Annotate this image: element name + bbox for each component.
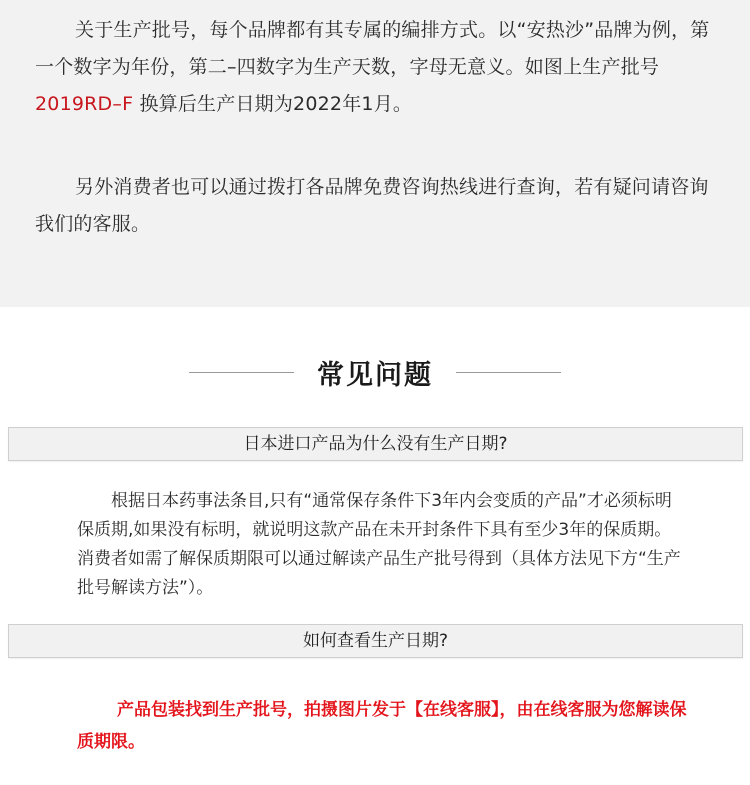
faq-answer-no-production-date bbox=[77, 487, 685, 603]
intro-paragraph-batch-code bbox=[35, 12, 725, 123]
intro-paragraph-hotline bbox=[35, 169, 725, 243]
intro-text-before: 关于生产批号，每个品牌都有其专属的编排方式。以“安热沙”品牌为例，第一个数字为年份，第二–四数字为生产天数，字母无意义。如图上生产批号 bbox=[35, 19, 710, 78]
faq-question-how-to-check-date: 如何查看生产日期? bbox=[8, 624, 743, 658]
divider-right bbox=[456, 372, 561, 373]
intro-panel bbox=[0, 0, 750, 307]
faq-section-header bbox=[0, 345, 750, 401]
intro-text-after: 换算后生产日期为2022年1月。 bbox=[133, 93, 413, 115]
faq-answer-text: 产品包装找到生产批号，拍摄图片发于【在线客服】，由在线客服为您解读保质期限。 bbox=[77, 700, 687, 752]
hotline-text: 另外消费者也可以通过拨打各品牌免费咨询热线进行查询，若有疑问请咨询我们的客服。 bbox=[35, 176, 709, 235]
faq-answer-text: 根据日本药事法条目,只有“通常保存条件下3年内会变质的产品”才必须标明保质期,如果没有标明，就说明这款产品在未开封条件下具有至少3年的保质期。消费者如需了解保质期限可以通过解读产品生产批号得到（具体方法见下方“生产批号解读方法”）。 bbox=[77, 491, 681, 598]
faq-answer-how-to-check-date bbox=[77, 694, 697, 758]
batch-code-example: 2019RD–F bbox=[35, 93, 134, 115]
faq-title: 常见问题 bbox=[317, 360, 433, 391]
faq-question-no-production-date: 日本进口产品为什么没有生产日期? bbox=[8, 427, 743, 461]
